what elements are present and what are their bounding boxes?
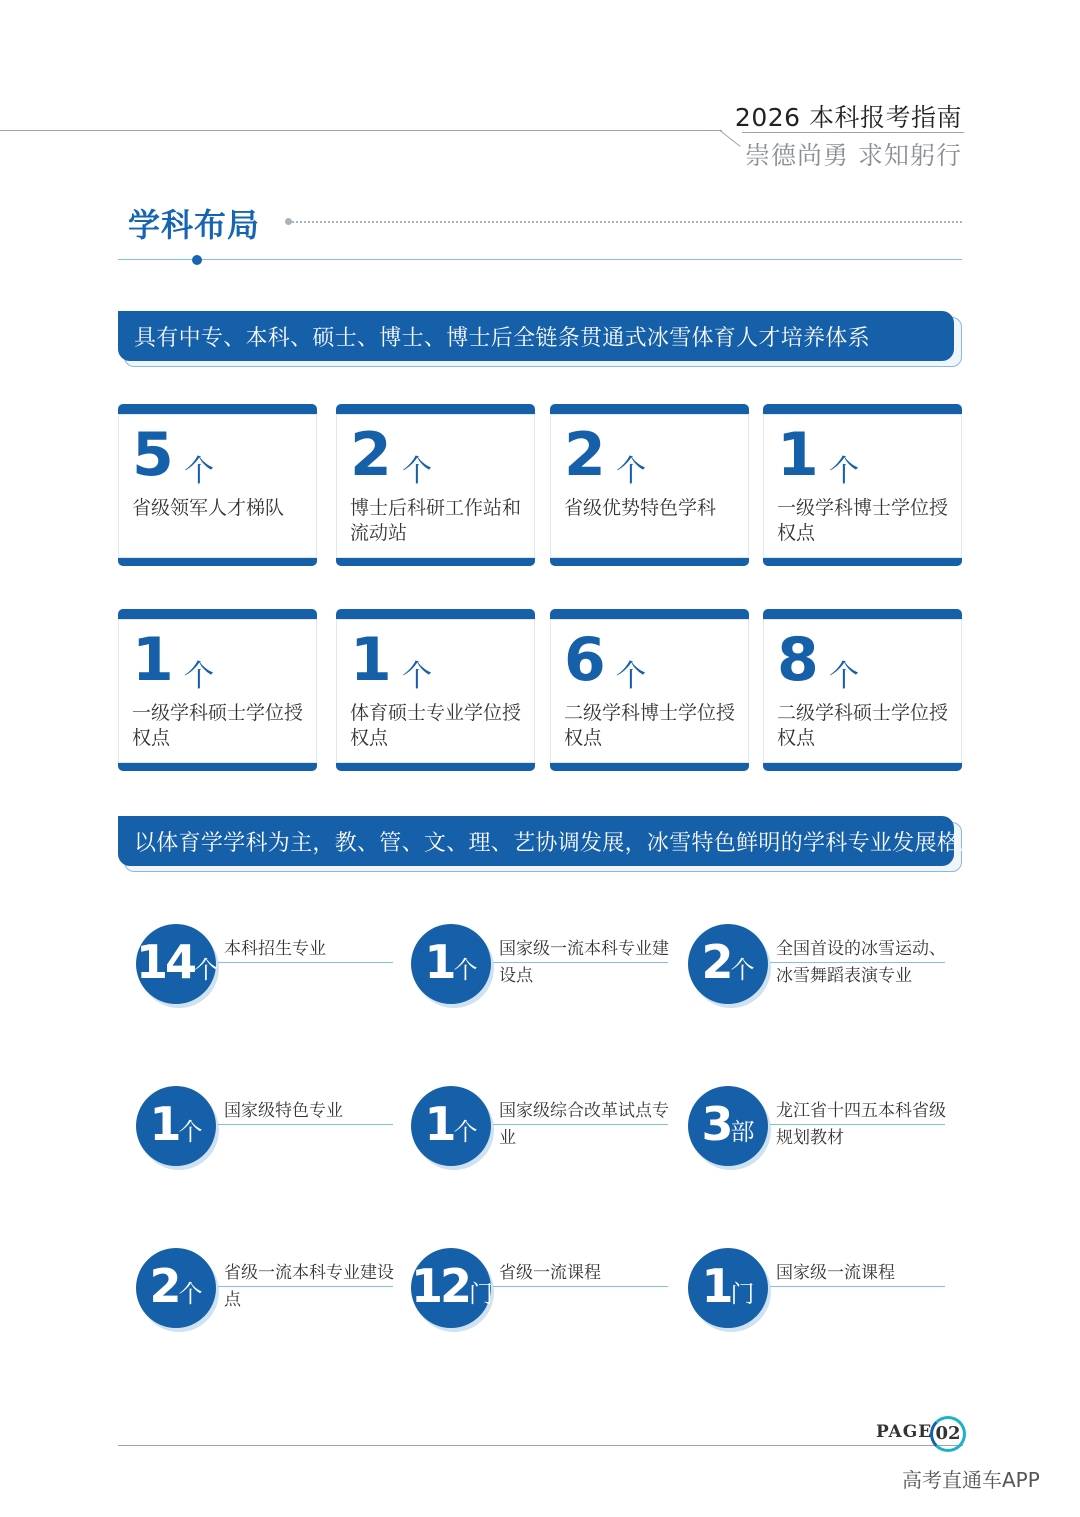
stat-unit: 个 — [184, 659, 214, 694]
stat-label: 体育硕士专业学位授权点 — [350, 702, 522, 749]
page-label: PAGE — [876, 1422, 933, 1442]
school-motto: 崇德尚勇 求知躬行 — [745, 141, 962, 170]
banner-talent-system-text: 具有中专、本科、硕士、博士、博士后全链条贯通式冰雪体育人才培养体系 — [134, 326, 870, 351]
stat-card — [118, 609, 317, 771]
footer-rule — [118, 1445, 963, 1446]
stat-number: 1 — [132, 625, 174, 695]
stat-unit: 个 — [829, 454, 859, 489]
stat-unit: 个 — [402, 659, 432, 694]
stat-number: 5 — [132, 420, 174, 490]
stat-unit: 个 — [829, 659, 859, 694]
highlight-item — [688, 1086, 948, 1176]
highlight-item — [136, 1248, 396, 1338]
item-number: 2 — [701, 935, 731, 989]
stat-number: 8 — [777, 625, 819, 695]
item-unit: 门 — [469, 1280, 494, 1308]
section-underline — [118, 259, 962, 260]
section-title: 学科布局 — [128, 206, 261, 244]
stat-number: 2 — [350, 420, 392, 490]
header-rule-left — [0, 130, 722, 131]
item-unit: 门 — [730, 1280, 755, 1308]
stat-label: 省级领军人才梯队 — [132, 497, 285, 519]
stat-number: 2 — [564, 420, 606, 490]
stat-label: 博士后科研工作站和流动站 — [350, 497, 522, 544]
item-unit: 个 — [178, 1118, 203, 1146]
page-number: 02 — [930, 1416, 966, 1452]
stat-card — [336, 609, 535, 771]
item-unit: 部 — [730, 1118, 755, 1146]
item-label: 国家级一流课程 — [776, 1263, 895, 1283]
stat-card — [336, 404, 535, 566]
stat-number: 1 — [350, 625, 392, 695]
stat-label: 一级学科博士学位授权点 — [777, 497, 949, 544]
item-label: 国家级一流本科专业建设点 — [499, 939, 669, 986]
item-unit: 个 — [453, 956, 478, 984]
banner-discipline-layout-text: 以体育学学科为主，教、管、文、理、艺协调发展，冰雪特色鲜明的学科专业发展格局 — [134, 831, 982, 856]
item-label: 省级一流课程 — [499, 1263, 601, 1283]
section-dot — [285, 218, 292, 225]
item-label: 国家级综合改革试点专业 — [499, 1101, 669, 1148]
highlight-item — [411, 1086, 671, 1176]
item-number: 2 — [149, 1259, 179, 1313]
stat-label: 一级学科硕士学位授权点 — [132, 702, 304, 749]
stat-number: 6 — [564, 625, 606, 695]
item-number: 1 — [424, 935, 454, 989]
item-number: 1 — [149, 1097, 179, 1151]
item-unit: 个 — [453, 1118, 478, 1146]
section-dotted-line — [292, 221, 962, 223]
stat-unit: 个 — [184, 454, 214, 489]
highlight-item — [688, 1248, 948, 1338]
item-number: 1 — [701, 1259, 731, 1313]
stat-label: 省级优势特色学科 — [564, 497, 717, 519]
item-unit: 个 — [194, 956, 219, 984]
item-label: 龙江省十四五本科省级规划教材 — [776, 1101, 946, 1148]
stat-label: 二级学科博士学位授权点 — [564, 702, 736, 749]
highlight-item — [411, 1248, 671, 1338]
stat-label: 二级学科硕士学位授权点 — [777, 702, 949, 749]
stat-unit: 个 — [616, 659, 646, 694]
item-number: 14 — [136, 935, 195, 989]
item-label: 国家级特色专业 — [224, 1101, 343, 1121]
highlight-item — [136, 1086, 396, 1176]
highlight-item — [411, 924, 671, 1014]
stat-card — [763, 609, 962, 771]
stat-unit: 个 — [616, 454, 646, 489]
stat-unit: 个 — [402, 454, 432, 489]
banner-talent-system — [118, 311, 962, 361]
item-number: 3 — [701, 1097, 731, 1151]
header-rule-right — [742, 132, 964, 133]
stat-card — [763, 404, 962, 566]
watermark: 高考直通车APP — [902, 1468, 1040, 1492]
stat-card — [118, 404, 317, 566]
guide-title: 2026 本科报考指南 — [734, 103, 962, 132]
item-label: 全国首设的冰雪运动、冰雪舞蹈表演专业 — [776, 939, 946, 986]
banner-discipline-layout — [118, 816, 982, 866]
item-label: 省级一流本科专业建设点 — [224, 1263, 394, 1310]
item-unit: 个 — [730, 956, 755, 984]
stat-card — [550, 404, 749, 566]
highlight-item — [136, 924, 396, 1014]
stat-number: 1 — [777, 420, 819, 490]
stat-card — [550, 609, 749, 771]
highlight-item — [688, 924, 948, 1014]
item-number: 1 — [424, 1097, 454, 1151]
item-number: 12 — [411, 1259, 470, 1313]
item-unit: 个 — [178, 1280, 203, 1308]
item-label: 本科招生专业 — [224, 939, 326, 959]
section-underline-knot — [192, 255, 202, 265]
